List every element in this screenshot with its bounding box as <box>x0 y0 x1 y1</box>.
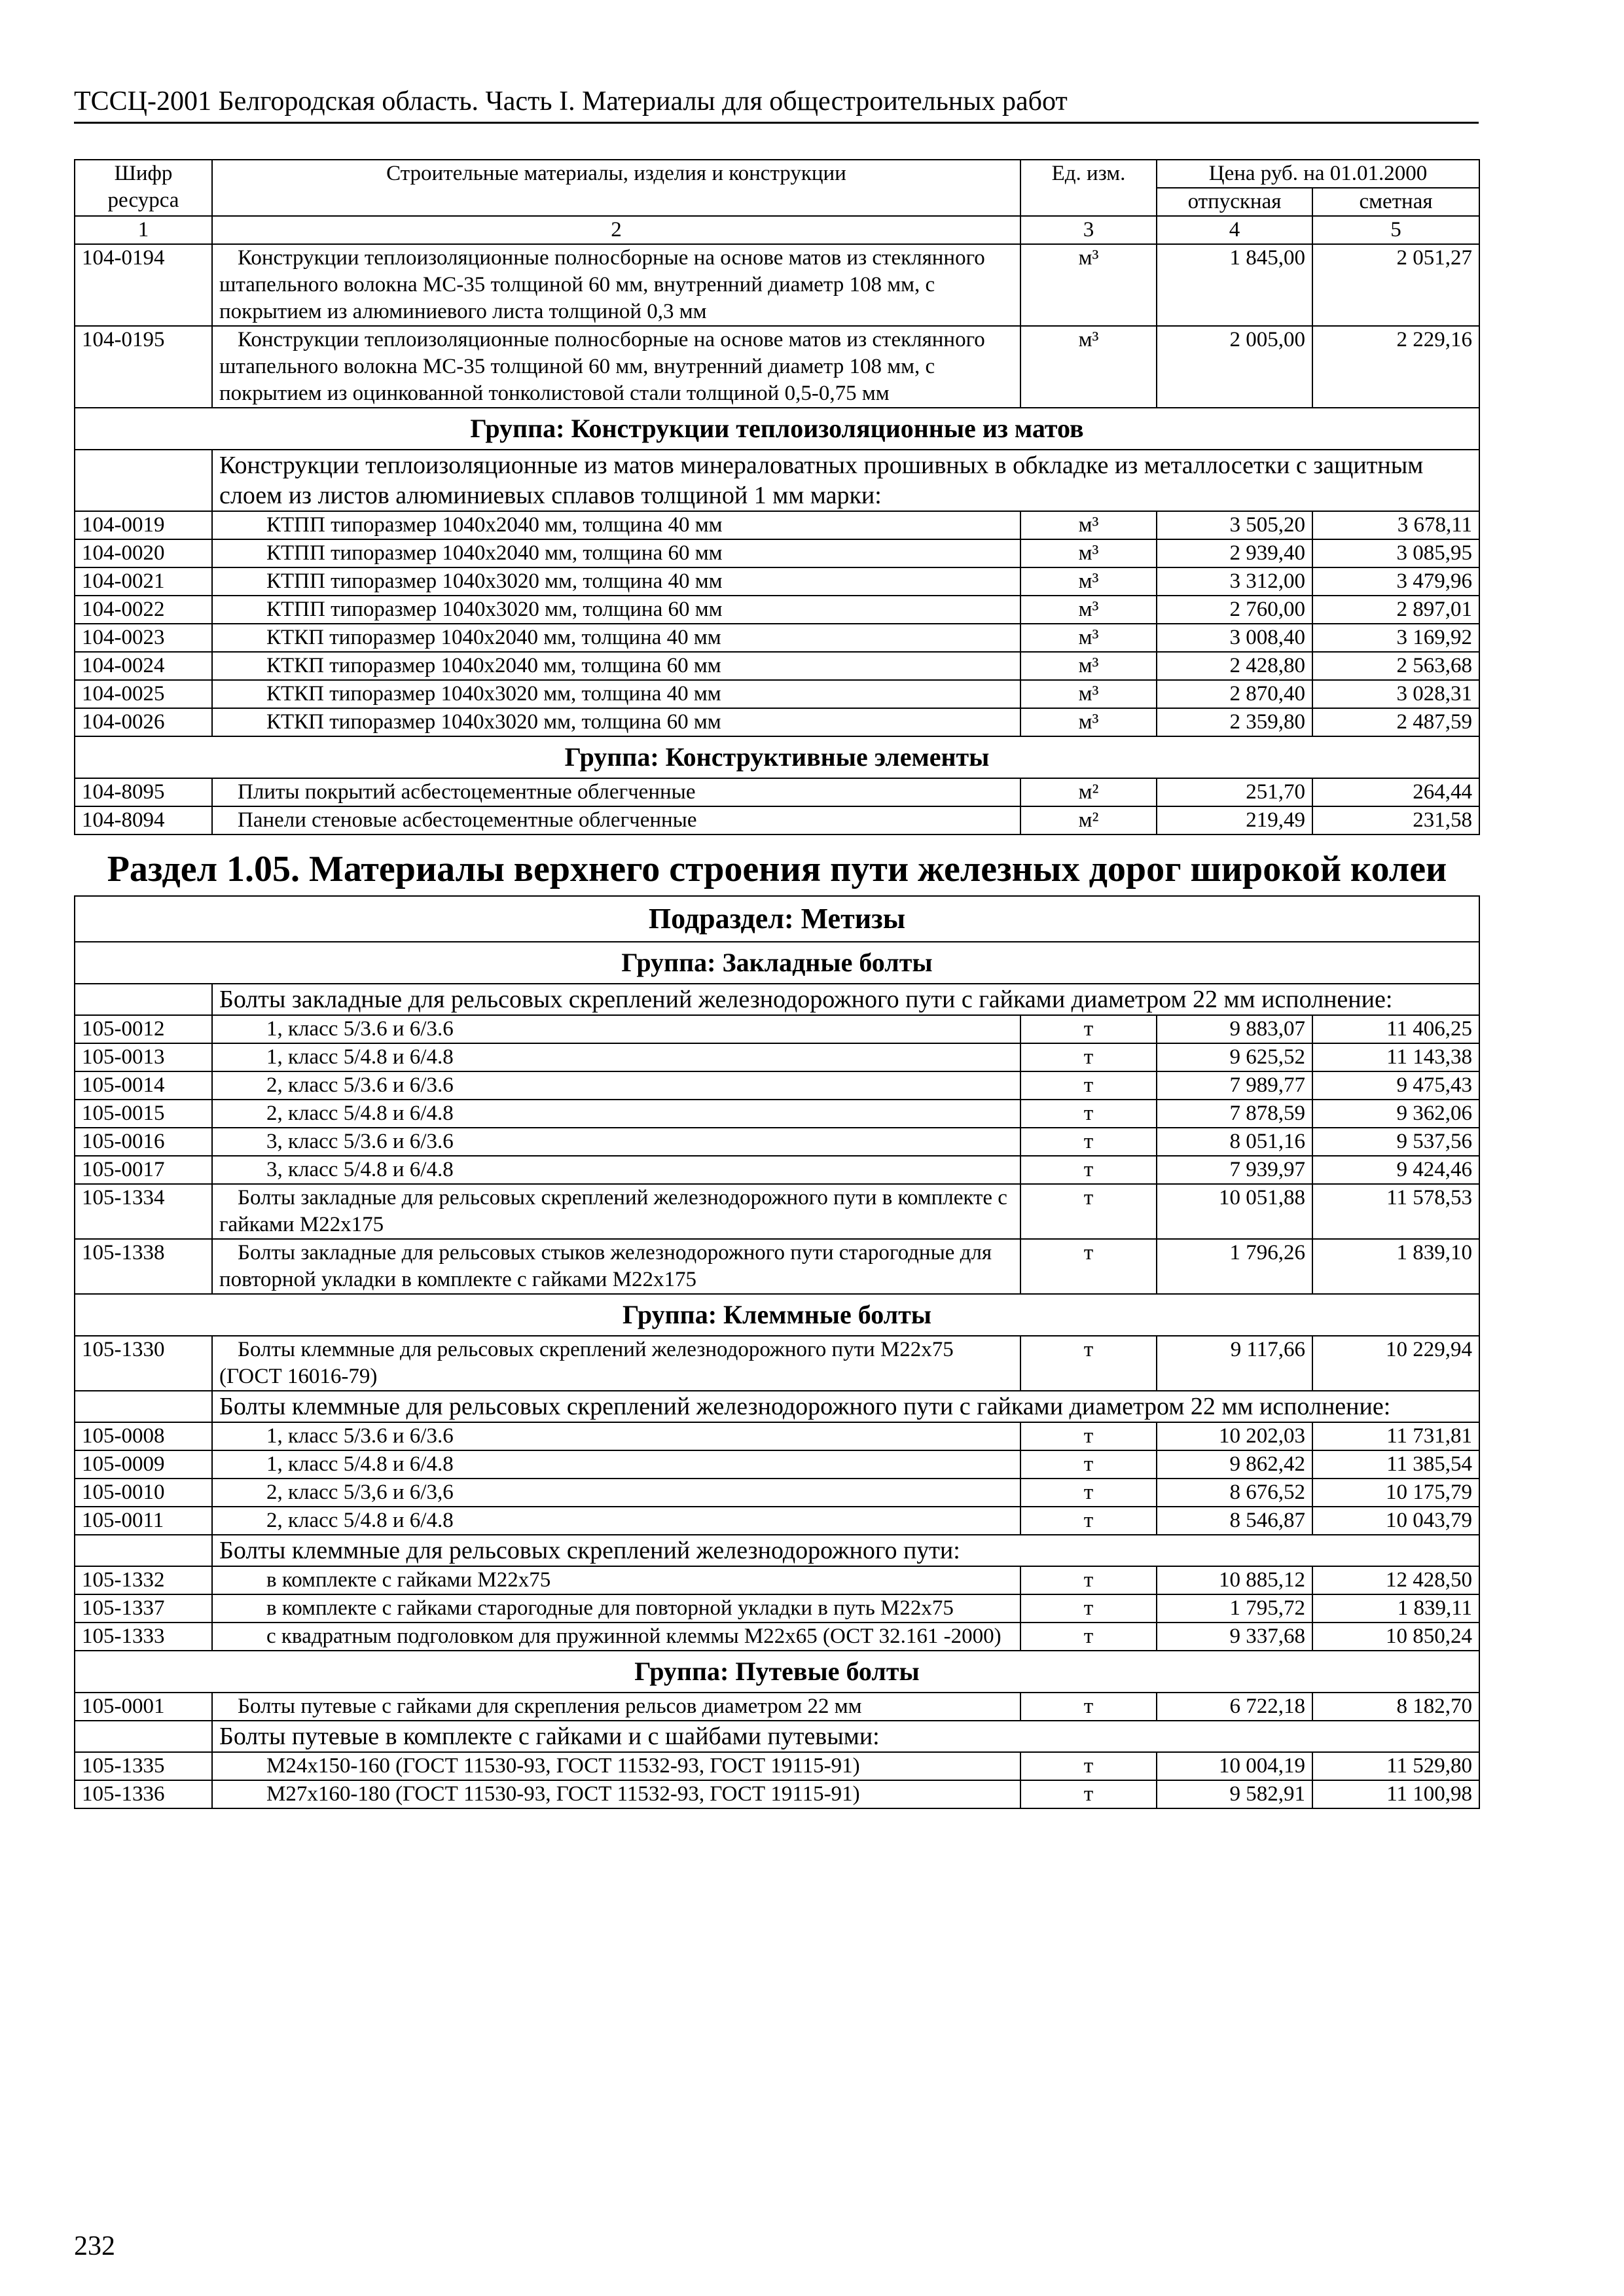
resource-code: 104-0026 <box>75 708 212 736</box>
release-price: 8 051,16 <box>1157 1128 1312 1156</box>
unit-cell: м³ <box>1020 567 1157 596</box>
table-row <box>75 1184 1479 1239</box>
price-table <box>74 159 1480 1809</box>
resource-code: 105-0016 <box>75 1128 212 1156</box>
group-heading-row <box>75 1294 1479 1336</box>
col-header-name: Строительные материалы, изделия и конструкции <box>212 160 1020 216</box>
estimate-price: 264,44 <box>1312 778 1479 806</box>
unit-cell: м³ <box>1020 539 1157 567</box>
item-description: Болты клеммные для рельсовых скреплений железнодорожного пути М22х75 (ГОСТ 16016-79) <box>212 1336 1020 1391</box>
item-description: 3, класс 5/4.8 и 6/4.8 <box>212 1156 1020 1184</box>
unit-cell: м³ <box>1020 596 1157 624</box>
intro-text: Болты клеммные для рельсовых скреплений железнодорожного пути: <box>212 1535 1479 1566</box>
unit-cell: м³ <box>1020 511 1157 539</box>
estimate-price: 11 731,81 <box>1312 1422 1479 1450</box>
unit-cell: т <box>1020 1623 1157 1651</box>
estimate-price: 9 475,43 <box>1312 1071 1479 1100</box>
group-heading: Группа: Закладные болты <box>75 942 1479 984</box>
item-description: 2, класс 5/3.6 и 6/3.6 <box>212 1071 1020 1100</box>
table-row <box>75 567 1479 596</box>
resource-code: 105-0014 <box>75 1071 212 1100</box>
resource-code: 104-8094 <box>75 806 212 834</box>
resource-code: 104-0022 <box>75 596 212 624</box>
release-price: 10 004,19 <box>1157 1752 1312 1780</box>
release-price: 9 625,52 <box>1157 1043 1312 1071</box>
resource-code: 105-1335 <box>75 1752 212 1780</box>
table-row <box>75 1100 1479 1128</box>
table-head-row-1 <box>75 160 1479 188</box>
item-description: КТКП типоразмер 1040х2040 мм, толщина 40 мм <box>212 624 1020 652</box>
table-row <box>75 539 1479 567</box>
table-row <box>75 1780 1479 1808</box>
group-heading: Группа: Конструкции теплоизоляционные из матов <box>75 408 1479 450</box>
col-number: 1 <box>75 216 212 244</box>
resource-code: 105-0009 <box>75 1450 212 1479</box>
unit-cell: т <box>1020 1693 1157 1721</box>
table-row <box>75 1043 1479 1071</box>
resource-code: 104-0195 <box>75 326 212 408</box>
code-cell-empty <box>75 1535 212 1566</box>
table-row <box>75 1507 1479 1535</box>
col-header-unit: Ед. изм. <box>1020 160 1157 216</box>
group-heading: Группа: Клеммные болты <box>75 1294 1479 1336</box>
table-row <box>75 1594 1479 1623</box>
unit-cell: т <box>1020 1100 1157 1128</box>
table-row <box>75 778 1479 806</box>
release-price: 10 202,03 <box>1157 1422 1312 1450</box>
item-description: Конструкции теплоизоляционные полносборные на основе матов из стеклянного штапельного волокна МС-35 толщиной 60 мм, внутренний диаметр 108 мм, с покрытием из оцинкованной тонколистовой стали толщиной 0,5-0,75 мм <box>212 326 1020 408</box>
code-cell-empty <box>75 450 212 511</box>
table-row <box>75 1156 1479 1184</box>
table-row <box>75 326 1479 408</box>
estimate-price: 10 850,24 <box>1312 1623 1479 1651</box>
release-price: 2 760,00 <box>1157 596 1312 624</box>
release-price: 10 885,12 <box>1157 1566 1312 1594</box>
table-row <box>75 680 1479 708</box>
item-description: Плиты покрытий асбестоцементные облегченные <box>212 778 1020 806</box>
estimate-price: 231,58 <box>1312 806 1479 834</box>
item-description: 3, класс 5/3.6 и 6/3.6 <box>212 1128 1020 1156</box>
release-price: 8 546,87 <box>1157 1507 1312 1535</box>
estimate-price: 11 406,25 <box>1312 1015 1479 1043</box>
table-row <box>75 806 1479 834</box>
table-row <box>75 624 1479 652</box>
release-price: 1 845,00 <box>1157 244 1312 326</box>
release-price: 2 428,80 <box>1157 652 1312 680</box>
resource-code: 105-1330 <box>75 1336 212 1391</box>
estimate-price: 2 487,59 <box>1312 708 1479 736</box>
resource-code: 104-0021 <box>75 567 212 596</box>
resource-code: 104-8095 <box>75 778 212 806</box>
estimate-price: 10 043,79 <box>1312 1507 1479 1535</box>
resource-code: 105-0013 <box>75 1043 212 1071</box>
table-row <box>75 1479 1479 1507</box>
estimate-price: 3 028,31 <box>1312 680 1479 708</box>
release-price: 7 989,77 <box>1157 1071 1312 1100</box>
release-price: 9 337,68 <box>1157 1623 1312 1651</box>
table-row <box>75 1128 1479 1156</box>
unit-cell: м³ <box>1020 244 1157 326</box>
item-description: КТПП типоразмер 1040х3020 мм, толщина 40 мм <box>212 567 1020 596</box>
item-description: КТПП типоразмер 1040х2040 мм, толщина 40 мм <box>212 511 1020 539</box>
group-heading: Группа: Конструктивные элементы <box>75 736 1479 778</box>
estimate-price: 11 529,80 <box>1312 1752 1479 1780</box>
group-heading-row <box>75 736 1479 778</box>
release-price: 9 117,66 <box>1157 1336 1312 1391</box>
unit-cell: т <box>1020 1450 1157 1479</box>
unit-cell: т <box>1020 1780 1157 1808</box>
estimate-price: 10 175,79 <box>1312 1479 1479 1507</box>
section-heading: Раздел 1.05. Материалы верхнего строения пути железных дорог широкой колеи <box>75 834 1479 896</box>
resource-code: 105-0010 <box>75 1479 212 1507</box>
estimate-price: 2 897,01 <box>1312 596 1479 624</box>
item-description: КТКП типоразмер 1040х3020 мм, толщина 40 мм <box>212 680 1020 708</box>
table-row <box>75 1693 1479 1721</box>
estimate-price: 12 428,50 <box>1312 1566 1479 1594</box>
table-row <box>75 1752 1479 1780</box>
estimate-price: 9 362,06 <box>1312 1100 1479 1128</box>
release-price: 7 878,59 <box>1157 1100 1312 1128</box>
code-cell-empty <box>75 1391 212 1422</box>
intro-row <box>75 1391 1479 1422</box>
resource-code: 105-0001 <box>75 1693 212 1721</box>
table-row <box>75 652 1479 680</box>
unit-cell: м² <box>1020 806 1157 834</box>
resource-code: 105-1336 <box>75 1780 212 1808</box>
item-description: 1, класс 5/3.6 и 6/3.6 <box>212 1015 1020 1043</box>
table-row <box>75 1336 1479 1391</box>
item-description: Болты закладные для рельсовых стыков железнодорожного пути старогодные для повторной укладки в комплекте с гайками М22х175 <box>212 1239 1020 1294</box>
page-header: ТССЦ-2001 Белгородская область. Часть I. Материалы для общестроительных работ <box>74 85 1479 124</box>
resource-code: 105-1332 <box>75 1566 212 1594</box>
estimate-price: 2 051,27 <box>1312 244 1479 326</box>
table-row <box>75 1566 1479 1594</box>
item-description: Панели стеновые асбестоцементные облегченные <box>212 806 1020 834</box>
resource-code: 105-0017 <box>75 1156 212 1184</box>
item-description: М24х150-160 (ГОСТ 11530-93, ГОСТ 11532-93, ГОСТ 19115-91) <box>212 1752 1020 1780</box>
resource-code: 105-1333 <box>75 1623 212 1651</box>
estimate-price: 11 100,98 <box>1312 1780 1479 1808</box>
intro-row <box>75 984 1479 1015</box>
unit-cell: т <box>1020 1239 1157 1294</box>
estimate-price: 3 169,92 <box>1312 624 1479 652</box>
item-description: 1, класс 5/4.8 и 6/4.8 <box>212 1043 1020 1071</box>
estimate-price: 2 563,68 <box>1312 652 1479 680</box>
intro-text: Болты закладные для рельсовых скреплений железнодорожного пути с гайками диаметром 22 мм исполнение: <box>212 984 1479 1015</box>
item-description: 2, класс 5/3,6 и 6/3,6 <box>212 1479 1020 1507</box>
col-number: 5 <box>1312 216 1479 244</box>
unit-cell: м³ <box>1020 326 1157 408</box>
estimate-price: 8 182,70 <box>1312 1693 1479 1721</box>
table-row <box>75 244 1479 326</box>
resource-code: 104-0023 <box>75 624 212 652</box>
table-row <box>75 1450 1479 1479</box>
item-description: КТКП типоразмер 1040х2040 мм, толщина 60 мм <box>212 652 1020 680</box>
col-header-price: Цена руб. на 01.01.2000 <box>1157 160 1479 188</box>
release-price: 2 005,00 <box>1157 326 1312 408</box>
subsection-heading-row <box>75 896 1479 942</box>
unit-cell: т <box>1020 1043 1157 1071</box>
item-description: КТПП типоразмер 1040х3020 мм, толщина 60 мм <box>212 596 1020 624</box>
release-price: 3 312,00 <box>1157 567 1312 596</box>
unit-cell: м³ <box>1020 624 1157 652</box>
item-description: М27х160-180 (ГОСТ 11530-93, ГОСТ 11532-93, ГОСТ 19115-91) <box>212 1780 1020 1808</box>
intro-text: Конструкции теплоизоляционные из матов минераловатных прошивных в обкладке из металлосетки с защитным слоем из листов алюминиевых сплавов толщиной 1 мм марки: <box>212 450 1479 511</box>
unit-cell: т <box>1020 1422 1157 1450</box>
group-heading: Группа: Путевые болты <box>75 1651 1479 1693</box>
resource-code: 104-0024 <box>75 652 212 680</box>
item-description: Болты закладные для рельсовых скреплений железнодорожного пути в комплекте с гайками М22х175 <box>212 1184 1020 1239</box>
release-price: 219,49 <box>1157 806 1312 834</box>
item-description: КТПП типоразмер 1040х2040 мм, толщина 60 мм <box>212 539 1020 567</box>
release-price: 2 359,80 <box>1157 708 1312 736</box>
release-price: 10 051,88 <box>1157 1184 1312 1239</box>
estimate-price: 10 229,94 <box>1312 1336 1479 1391</box>
intro-text: Болты клеммные для рельсовых скреплений железнодорожного пути с гайками диаметром 22 мм исполнение: <box>212 1391 1479 1422</box>
resource-code: 105-1334 <box>75 1184 212 1239</box>
resource-code: 105-0011 <box>75 1507 212 1535</box>
col-number: 4 <box>1157 216 1312 244</box>
item-description: в комплекте с гайками М22х75 <box>212 1566 1020 1594</box>
unit-cell: т <box>1020 1336 1157 1391</box>
release-price: 2 870,40 <box>1157 680 1312 708</box>
table-row <box>75 1239 1479 1294</box>
estimate-price: 9 424,46 <box>1312 1156 1479 1184</box>
intro-text: Болты путевые в комплекте с гайками и с шайбами путевыми: <box>212 1721 1479 1752</box>
col-header-code: Шифр ресурса <box>75 160 212 216</box>
release-price: 1 796,26 <box>1157 1239 1312 1294</box>
col-number: 3 <box>1020 216 1157 244</box>
col-number: 2 <box>212 216 1020 244</box>
release-price: 1 795,72 <box>1157 1594 1312 1623</box>
code-cell-empty <box>75 1721 212 1752</box>
resource-code: 104-0194 <box>75 244 212 326</box>
item-description: 2, класс 5/4.8 и 6/4.8 <box>212 1100 1020 1128</box>
unit-cell: т <box>1020 1566 1157 1594</box>
release-price: 6 722,18 <box>1157 1693 1312 1721</box>
table-head-numbers <box>75 216 1479 244</box>
table-row <box>75 511 1479 539</box>
estimate-price: 2 229,16 <box>1312 326 1479 408</box>
table-body <box>75 244 1479 1808</box>
resource-code: 104-0025 <box>75 680 212 708</box>
table-row <box>75 1015 1479 1043</box>
estimate-price: 9 537,56 <box>1312 1128 1479 1156</box>
group-heading-row <box>75 408 1479 450</box>
resource-code: 105-0012 <box>75 1015 212 1043</box>
release-price: 9 862,42 <box>1157 1450 1312 1479</box>
group-heading-row <box>75 942 1479 984</box>
estimate-price: 3 678,11 <box>1312 511 1479 539</box>
table-row <box>75 1623 1479 1651</box>
estimate-price: 3 085,95 <box>1312 539 1479 567</box>
code-cell-empty <box>75 984 212 1015</box>
item-description: 2, класс 5/4.8 и 6/4.8 <box>212 1507 1020 1535</box>
release-price: 9 883,07 <box>1157 1015 1312 1043</box>
unit-cell: м³ <box>1020 652 1157 680</box>
release-price: 2 939,40 <box>1157 539 1312 567</box>
intro-row <box>75 1535 1479 1566</box>
resource-code: 104-0020 <box>75 539 212 567</box>
item-description: 1, класс 5/4.8 и 6/4.8 <box>212 1450 1020 1479</box>
col-header-estimate: сметная <box>1312 188 1479 216</box>
unit-cell: т <box>1020 1752 1157 1780</box>
unit-cell: м³ <box>1020 680 1157 708</box>
unit-cell: т <box>1020 1507 1157 1535</box>
page-number: 232 <box>74 2231 115 2261</box>
intro-row <box>75 1721 1479 1752</box>
release-price: 8 676,52 <box>1157 1479 1312 1507</box>
release-price: 9 582,91 <box>1157 1780 1312 1808</box>
subsection-heading: Подраздел: Метизы <box>75 896 1479 942</box>
unit-cell: т <box>1020 1156 1157 1184</box>
item-description: в комплекте с гайками старогодные для повторной укладки в путь М22х75 <box>212 1594 1020 1623</box>
estimate-price: 11 385,54 <box>1312 1450 1479 1479</box>
estimate-price: 3 479,96 <box>1312 567 1479 596</box>
release-price: 3 008,40 <box>1157 624 1312 652</box>
section-heading-row <box>75 834 1479 896</box>
unit-cell: т <box>1020 1015 1157 1043</box>
resource-code: 105-0015 <box>75 1100 212 1128</box>
release-price: 3 505,20 <box>1157 511 1312 539</box>
estimate-price: 1 839,10 <box>1312 1239 1479 1294</box>
item-description: Конструкции теплоизоляционные полносборные на основе матов из стеклянного штапельного волокна МС-35 толщиной 60 мм, внутренний диаметр 108 мм, с покрытием из алюминиевого листа толщиной 0,3 мм <box>212 244 1020 326</box>
unit-cell: т <box>1020 1071 1157 1100</box>
item-description: Болты путевые с гайками для скрепления рельсов диаметром 22 мм <box>212 1693 1020 1721</box>
resource-code: 104-0019 <box>75 511 212 539</box>
group-heading-row <box>75 1651 1479 1693</box>
table-row <box>75 596 1479 624</box>
col-header-release: отпускная <box>1157 188 1312 216</box>
table-row <box>75 1422 1479 1450</box>
estimate-price: 1 839,11 <box>1312 1594 1479 1623</box>
item-description: КТКП типоразмер 1040х3020 мм, толщина 60 мм <box>212 708 1020 736</box>
item-description: 1, класс 5/3.6 и 6/3.6 <box>212 1422 1020 1450</box>
resource-code: 105-0008 <box>75 1422 212 1450</box>
table-row <box>75 1071 1479 1100</box>
unit-cell: м² <box>1020 778 1157 806</box>
item-description: с квадратным подголовком для пружинной клеммы М22х65 (ОСТ 32.161 -2000) <box>212 1623 1020 1651</box>
release-price: 251,70 <box>1157 778 1312 806</box>
estimate-price: 11 578,53 <box>1312 1184 1479 1239</box>
unit-cell: т <box>1020 1184 1157 1239</box>
unit-cell: т <box>1020 1594 1157 1623</box>
unit-cell: т <box>1020 1479 1157 1507</box>
release-price: 7 939,97 <box>1157 1156 1312 1184</box>
unit-cell: м³ <box>1020 708 1157 736</box>
intro-row <box>75 450 1479 511</box>
unit-cell: т <box>1020 1128 1157 1156</box>
table-row <box>75 708 1479 736</box>
resource-code: 105-1338 <box>75 1239 212 1294</box>
estimate-price: 11 143,38 <box>1312 1043 1479 1071</box>
resource-code: 105-1337 <box>75 1594 212 1623</box>
